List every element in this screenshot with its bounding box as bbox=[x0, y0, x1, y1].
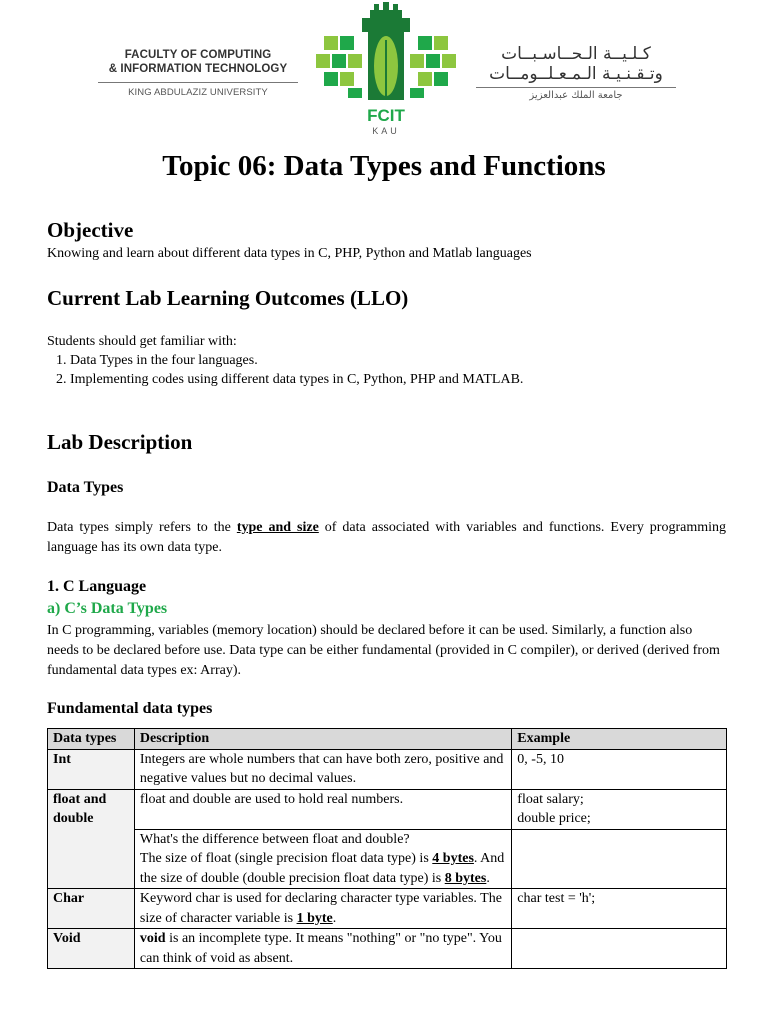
data-types-table bbox=[47, 728, 727, 969]
example-line: float salary; bbox=[517, 791, 584, 807]
answer-emphasis: 4 bytes bbox=[432, 851, 474, 866]
objective-heading: Objective bbox=[47, 218, 134, 242]
llo-intro: Students should get familiar with: bbox=[47, 334, 237, 349]
faculty-name-arabic bbox=[476, 44, 676, 101]
university-name-arabic: جامعة الملك عبدالعزيز bbox=[476, 87, 676, 101]
table-header-row bbox=[48, 729, 727, 750]
desc-keyword: void bbox=[139, 931, 166, 946]
answer-text bbox=[140, 849, 506, 888]
llo-heading: Current Lab Learning Outcomes (LLO) bbox=[47, 286, 409, 310]
type-cell: float and double bbox=[48, 789, 135, 889]
faculty-en-line1: FACULTY OF COMPUTING bbox=[124, 49, 272, 61]
example-cell bbox=[512, 789, 727, 829]
para-text: of data associated with variables and functions. Every programming language has its own data type. bbox=[47, 520, 727, 555]
table-row bbox=[48, 749, 727, 789]
example-cell: char test = 'h'; bbox=[512, 889, 727, 929]
answer-part: The size of float (single precision float data type) is bbox=[139, 851, 433, 866]
desc-part: is an incomplete type. It means "nothing" or "no type". You can think of void as absent. bbox=[139, 931, 502, 966]
column-header: Data types bbox=[48, 729, 135, 750]
table-row bbox=[48, 789, 727, 829]
answer-part: . bbox=[486, 870, 490, 886]
description-cell bbox=[134, 889, 511, 929]
table-row bbox=[48, 929, 727, 969]
logo-text: FCIT bbox=[367, 106, 405, 125]
page-title: Topic 06: Data Types and Functions bbox=[162, 150, 606, 182]
page-header bbox=[98, 0, 678, 140]
faculty-ar-line1: كـلـيــة الـحــاسـبــات bbox=[501, 44, 651, 64]
data-types-paragraph bbox=[47, 518, 726, 558]
column-header: Example bbox=[512, 729, 727, 750]
faculty-ar-line2: وتـقـنـيـة الـمـعـلــومــات bbox=[489, 64, 663, 84]
faculty-en-line2: & INFORMATION TECHNOLOGY bbox=[108, 63, 288, 75]
data-types-heading: Data Types bbox=[47, 479, 124, 496]
c-data-types-heading: a) C’s Data Types bbox=[47, 600, 168, 617]
column-header: Description bbox=[134, 729, 511, 750]
desc-part: . bbox=[332, 910, 337, 926]
answer-emphasis: 8 bytes bbox=[444, 870, 487, 886]
example-cell bbox=[512, 829, 727, 889]
desc-emphasis: 1 byte bbox=[296, 910, 333, 926]
objective-text: Knowing and learn about different data types in C, PHP, Python and Matlab languages bbox=[47, 246, 532, 261]
answer-part: . And the size of double (double precision float data type) is bbox=[139, 851, 505, 886]
logo-subtext: KAU bbox=[372, 126, 400, 136]
description-cell bbox=[134, 929, 511, 969]
type-cell: Char bbox=[48, 889, 135, 929]
c-data-types-text: In C programming, variables (memory location) should be declared before it can be used. Similarly, a function also needs to be declared before use. Data type can be either fundamental (provided in C compiler), or derived (derived from fundamental data types ex: Array). bbox=[47, 623, 720, 678]
llo-item: 1. Data Types in the four languages. bbox=[70, 351, 750, 370]
type-cell: Void bbox=[48, 929, 135, 969]
lab-description-heading: Lab Description bbox=[47, 430, 193, 454]
desc-part: Keyword char is used for declaring character type variables. The size of character variable is bbox=[139, 891, 502, 926]
table-row bbox=[48, 829, 727, 889]
question-text: What's the difference between float and double? bbox=[139, 831, 410, 847]
fundamental-types-heading: Fundamental data types bbox=[47, 700, 213, 717]
llo-list bbox=[46, 351, 750, 389]
description-cell: Integers are whole numbers that can have both zero, positive and negative values but no decimal values. bbox=[134, 749, 511, 789]
university-name-english: KING ABDULAZIZ UNIVERSITY bbox=[98, 82, 298, 100]
description-cell: float and double are used to hold real numbers. bbox=[134, 789, 511, 829]
para-emphasis: type and size bbox=[236, 520, 319, 535]
faculty-name-english bbox=[98, 48, 298, 100]
example-line: double price; bbox=[517, 811, 591, 826]
table-row bbox=[48, 889, 727, 929]
fcit-emblem-icon bbox=[306, 0, 466, 140]
example-cell bbox=[512, 929, 727, 969]
type-cell: Int bbox=[48, 749, 135, 789]
description-cell bbox=[134, 829, 511, 889]
para-text: Data types simply refers to the bbox=[47, 520, 237, 535]
c-language-heading: 1. C Language bbox=[47, 578, 147, 595]
example-cell: 0, -5, 10 bbox=[512, 749, 727, 789]
llo-item: 2. Implementing codes using different data types in C, Python, PHP and MATLAB. bbox=[70, 370, 750, 389]
fcit-logo bbox=[306, 0, 466, 140]
